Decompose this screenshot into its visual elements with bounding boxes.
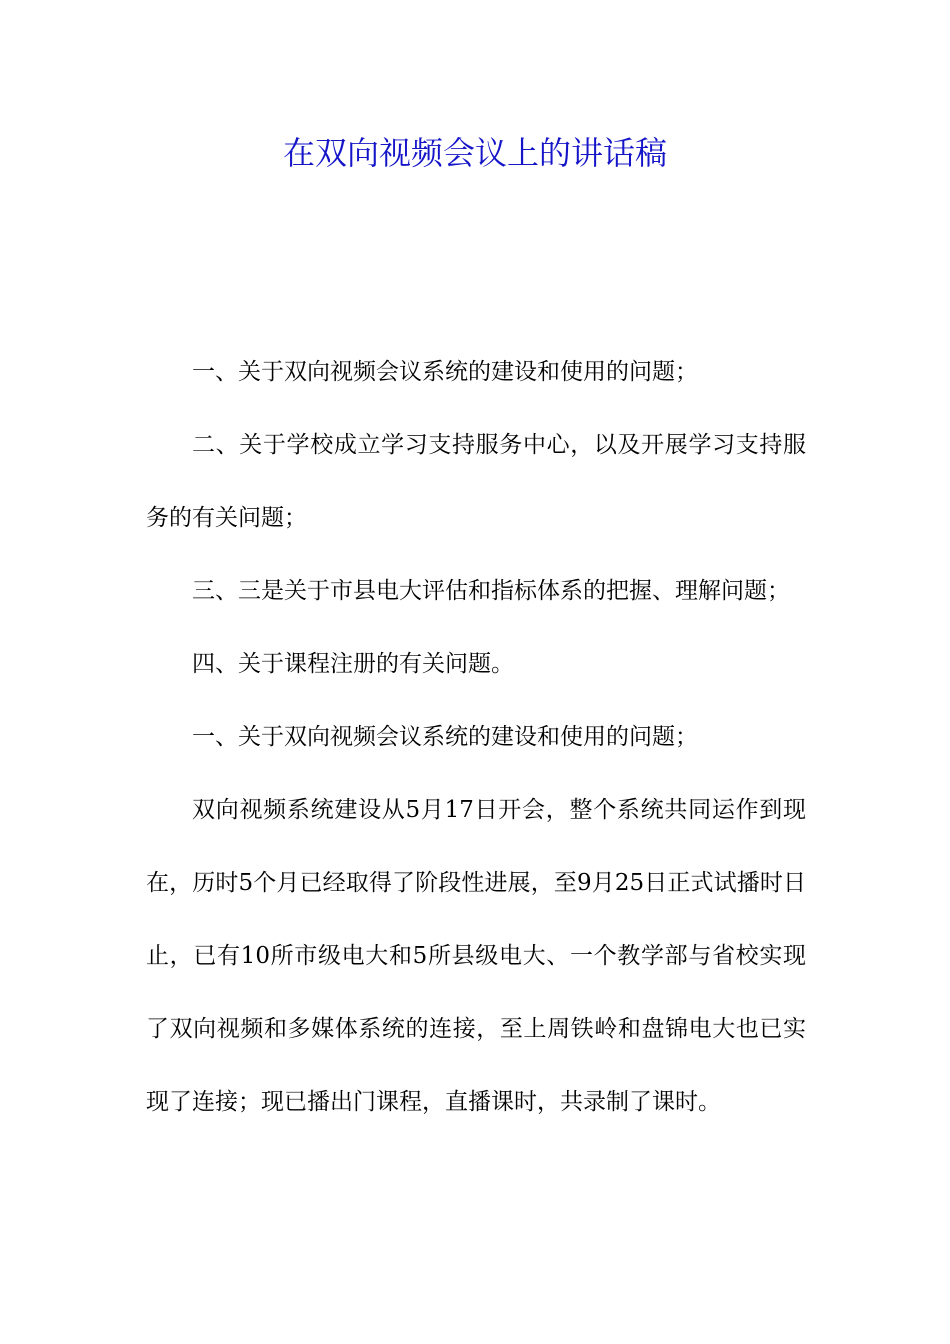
paragraph-5: 一、关于双向视频会议系统的建设和使用的问题； — [192, 724, 698, 750]
paragraph-2: 二、关于学校成立学习支持服务中心，以及开展学习支持服务的有关问题； — [146, 432, 806, 531]
paragraph-1: 一、关于双向视频会议系统的建设和使用的问题； — [192, 359, 698, 385]
paragraph-6: 双向视频系统建设从5月17日开会，整个系统共同运作到现在，历时5个月已经取得了阶段性进展，至9月25日正式试播时日止，已有10所市级电大和5所县级电大、一个教学部与省校实现了双向视频和多媒体系统的连接，至上周铁岭和盘锦电大也已实现了连接；现已播出门课程，直播课时，共录制了课时。 — [146, 797, 806, 1115]
paragraph-3: 三、三是关于市县电大评估和指标体系的把握、理解问题； — [192, 578, 790, 604]
document-title: 在双向视频会议上的讲话稿 — [282, 134, 667, 172]
document-body — [146, 336, 806, 1139]
paragraph-4: 四、关于课程注册的有关问题。 — [192, 651, 514, 677]
